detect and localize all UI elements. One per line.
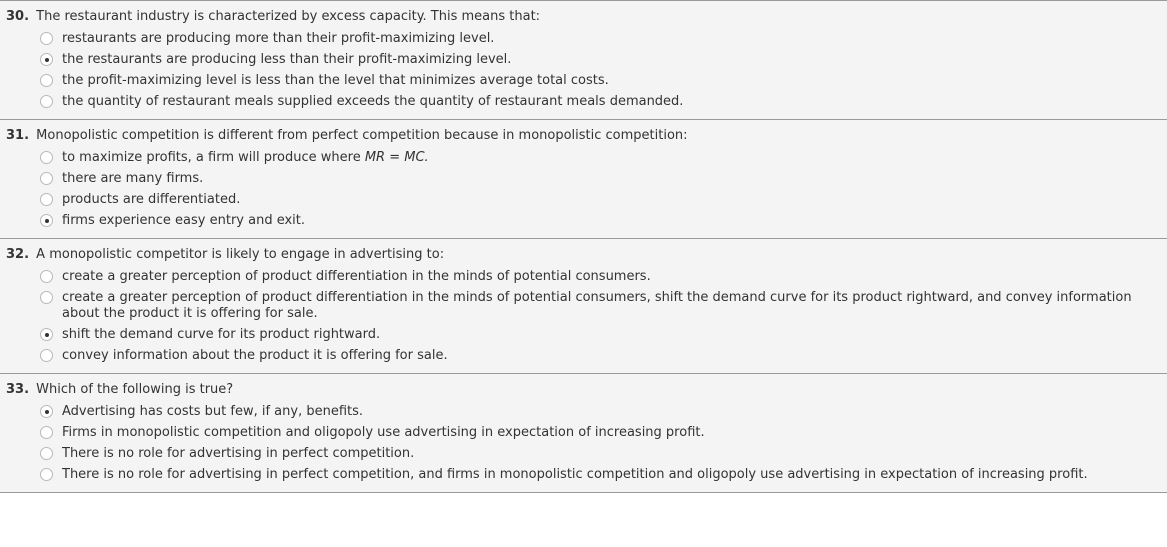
question-32: [0, 238, 1167, 373]
answer-option[interactable]: [0, 467, 1167, 483]
option-label: convey information about the product it is offering for sale.: [62, 348, 448, 363]
radio-button[interactable]: [40, 95, 53, 108]
question-number: 32.: [6, 247, 30, 262]
answer-option[interactable]: [0, 171, 1167, 187]
radio-button[interactable]: [40, 447, 53, 460]
question-prompt: Which of the following is true?: [36, 382, 234, 397]
option-label: There is no role for advertising in perfect competition.: [62, 446, 415, 461]
question-31: [0, 119, 1167, 238]
question-number: 30.: [6, 9, 30, 24]
answer-option[interactable]: [0, 269, 1167, 285]
option-label: Advertising has costs but few, if any, benefits.: [62, 404, 364, 419]
answer-option[interactable]: [0, 52, 1167, 68]
radio-button[interactable]: [40, 74, 53, 87]
radio-button[interactable]: [40, 151, 53, 164]
option-label: There is no role for advertising in perfect competition, and firms in monopolistic competition and oligopoly use advertising in expectation of increasing profit.: [62, 467, 1088, 482]
answer-option[interactable]: [0, 31, 1167, 47]
option-label: restaurants are producing more than their profit-maximizing level.: [62, 31, 495, 46]
radio-button[interactable]: [40, 270, 53, 283]
answer-option[interactable]: [0, 73, 1167, 89]
question-prompt: Monopolistic competition is different from perfect competition because in monopolistic competition:: [36, 128, 688, 143]
answer-option[interactable]: [0, 213, 1167, 229]
option-text: to maximize profits, a firm will produce where: [62, 150, 365, 165]
option-label: create a greater perception of product differentiation in the minds of potential consumers.: [62, 269, 651, 284]
answer-option[interactable]: [0, 150, 1167, 166]
answer-option[interactable]: [0, 94, 1167, 110]
radio-button[interactable]: [40, 193, 53, 206]
answer-option[interactable]: [0, 404, 1167, 420]
option-label: [62, 150, 1147, 166]
question-header: [0, 8, 1167, 26]
question-number: 31.: [6, 128, 30, 143]
radio-button[interactable]: [40, 349, 53, 362]
answer-option[interactable]: [0, 192, 1167, 208]
answer-option[interactable]: [0, 290, 1167, 322]
option-label: create a greater perception of product differentiation in the minds of potential consumers, shift the demand curve for its product rightward, and convey information about the product it is offering for sale.: [62, 290, 1132, 321]
radio-button[interactable]: [40, 468, 53, 481]
option-label: the quantity of restaurant meals supplied exceeds the quantity of restaurant meals demanded.: [62, 94, 684, 109]
radio-button-selected[interactable]: [40, 328, 53, 341]
answer-option[interactable]: [0, 327, 1167, 343]
option-label: products are differentiated.: [62, 192, 241, 207]
option-label: the restaurants are producing less than their profit-maximizing level.: [62, 52, 512, 67]
option-label: shift the demand curve for its product rightward.: [62, 327, 381, 342]
radio-button-selected[interactable]: [40, 214, 53, 227]
radio-button[interactable]: [40, 426, 53, 439]
answer-option[interactable]: [0, 425, 1167, 441]
option-formula: MR = MC.: [364, 150, 429, 165]
question-header: [0, 127, 1167, 145]
radio-button[interactable]: [40, 32, 53, 45]
option-label: the profit-maximizing level is less than the level that minimizes average total costs.: [62, 73, 609, 88]
radio-button[interactable]: [40, 172, 53, 185]
question-number: 33.: [6, 382, 30, 397]
question-prompt: A monopolistic competitor is likely to engage in advertising to:: [36, 247, 445, 262]
question-header: [0, 381, 1167, 399]
question-33: [0, 373, 1167, 493]
option-label: Firms in monopolistic competition and oligopoly use advertising in expectation of increasing profit.: [62, 425, 705, 440]
option-label: there are many firms.: [62, 171, 204, 186]
question-prompt: The restaurant industry is characterized by excess capacity. This means that:: [36, 9, 541, 24]
question-header: [0, 246, 1167, 264]
option-label: firms experience easy entry and exit.: [62, 213, 306, 228]
question-30: [0, 0, 1167, 119]
radio-button-selected[interactable]: [40, 405, 53, 418]
radio-button[interactable]: [40, 291, 53, 304]
answer-option[interactable]: [0, 446, 1167, 462]
answer-option[interactable]: [0, 348, 1167, 364]
radio-button-selected[interactable]: [40, 53, 53, 66]
